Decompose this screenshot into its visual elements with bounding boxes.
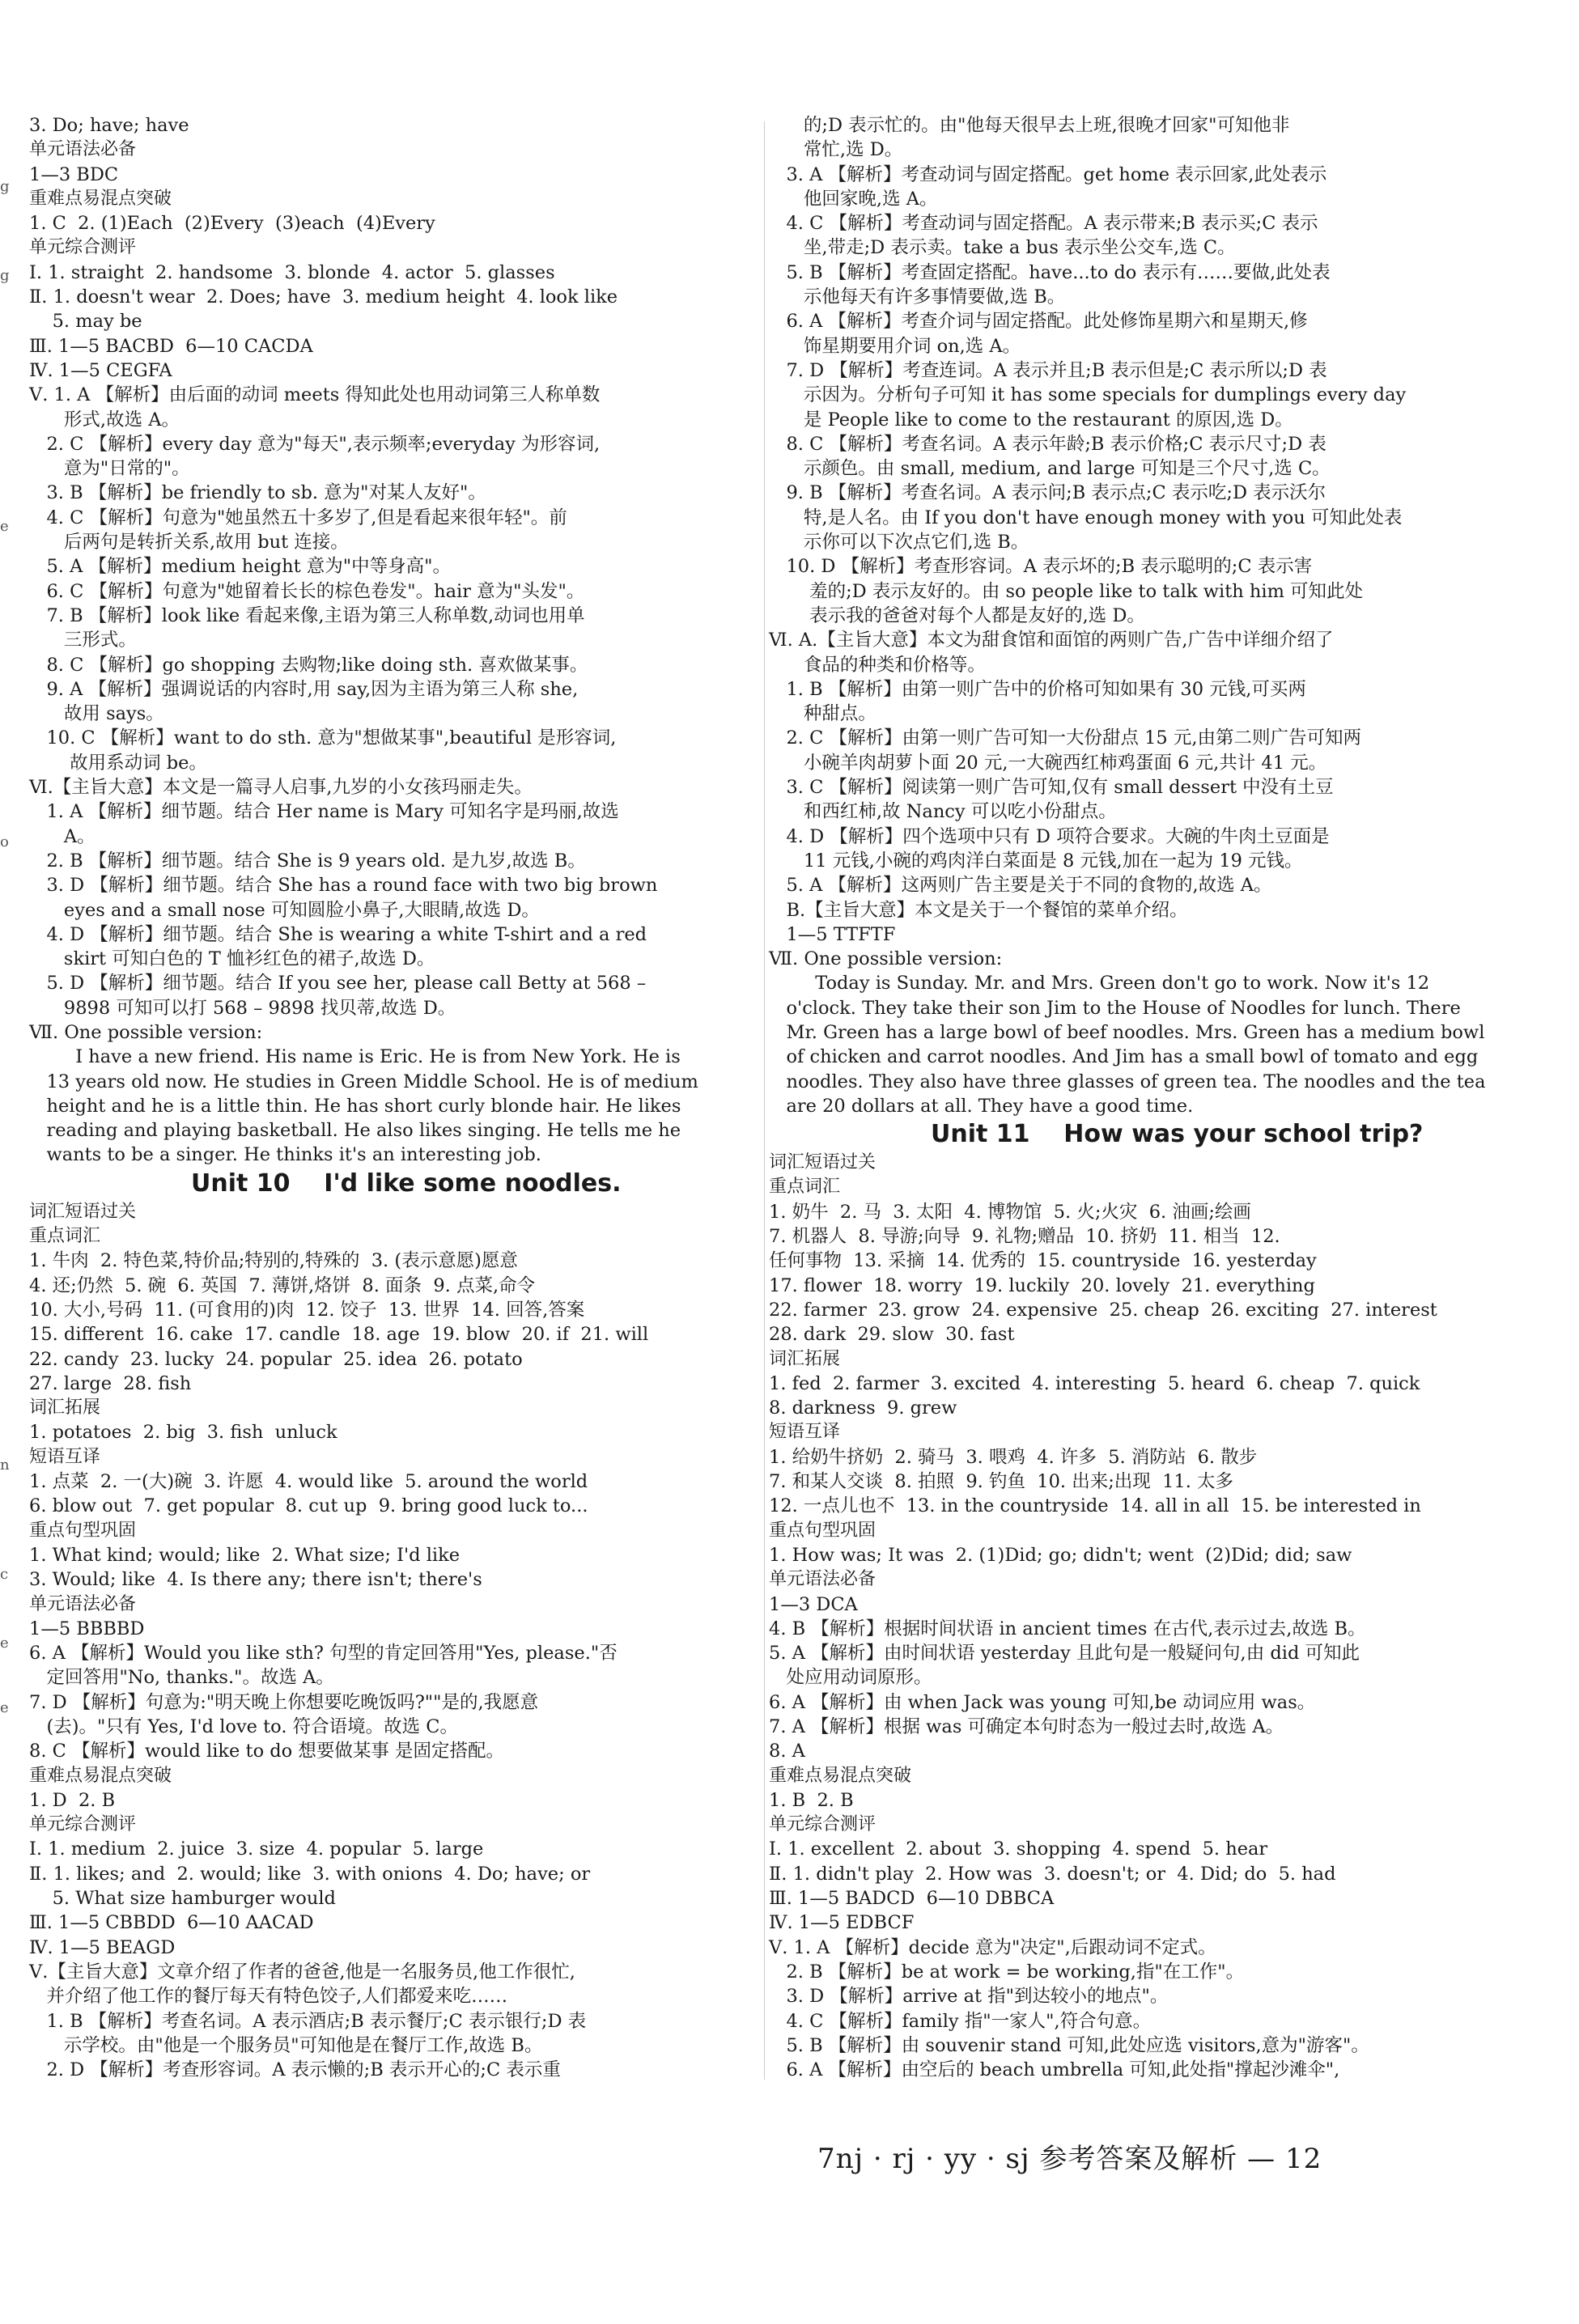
answer-line: Ⅰ. 1. excellent 2. about 3. shopping 4. spend 5. hear bbox=[769, 1838, 1268, 1860]
answer-line: 故用 says。 bbox=[29, 703, 164, 725]
answer-line: Today is Sunday. Mr. and Mrs. Green don't go to work. Now it's 12 bbox=[769, 973, 1430, 994]
answer-line: Ⅵ. A.【主旨大意】本文为甜食馆和面馆的两则广告,广告中详细介绍了 bbox=[769, 630, 1334, 651]
answer-line: 13 years old now. He studies in Green Middle School. He is of medium bbox=[29, 1071, 698, 1092]
answer-line: 示因为。分析句子可知 it has some specials for dumplings every day bbox=[769, 384, 1407, 406]
answer-line: 7. A 【解析】根据 was 可确定本句时态为一般过去时,故选 A。 bbox=[769, 1716, 1284, 1737]
unit-title: Unit 10 I'd like some noodles. bbox=[191, 1168, 622, 1198]
answer-line: (去)。"只有 Yes, I'd love to. 符合语境。故选 C。 bbox=[29, 1716, 458, 1737]
answer-line: B.【主旨大意】本文是关于一个餐馆的菜单介绍。 bbox=[769, 899, 1188, 921]
answer-line: 5. B 【解析】由 souvenir stand 可知,此处应选 visitors,意为"游客"。 bbox=[769, 2034, 1369, 2056]
answer-line: 示颜色。由 small, medium, and large 可知是三个尺寸,选 C。 bbox=[769, 458, 1331, 480]
answer-line: 示他每天有许多事情要做,选 B。 bbox=[769, 286, 1066, 308]
answer-line: 意为"日常的"。 bbox=[29, 458, 190, 480]
answer-line: 常忙,选 D。 bbox=[769, 139, 903, 161]
section-heading: 词汇拓展 bbox=[29, 1397, 101, 1419]
answer-line: 5. A 【解析】这两则广告主要是关于不同的食物的,故选 A。 bbox=[769, 875, 1272, 897]
edge-mark: g bbox=[0, 267, 10, 284]
section-heading: 重点句型巩固 bbox=[769, 1520, 877, 1541]
answer-line: 8. C 【解析】would like to do 想要做某事 是固定搭配。 bbox=[29, 1741, 505, 1762]
section-heading: 重难点易混点突破 bbox=[769, 1765, 912, 1786]
answer-line: 坐,带走;D 表示卖。take a bus 表示坐公交车,选 C。 bbox=[769, 237, 1236, 259]
answer-line: 3. D 【解析】细节题。结合 She has a round face with two big brown bbox=[29, 875, 658, 897]
answer-line: 12. 一点儿也不 13. in the countryside 14. all in all 15. be interested in bbox=[769, 1495, 1421, 1517]
answer-line: 22. farmer 23. grow 24. expensive 25. cheap 26. exciting 27. interest bbox=[769, 1299, 1437, 1321]
answer-line: 7. B 【解析】look like 看起来像,主语为第三人称单数,动词也用单 bbox=[29, 604, 585, 626]
answer-line: 4. C 【解析】考查动词与固定搭配。A 表示带来;B 表示买;C 表示 bbox=[769, 213, 1318, 235]
answer-line: 27. large 28. fish bbox=[29, 1372, 192, 1394]
answer-line: Mr. Green has a large bowl of beef noodles. Mrs. Green has a medium bowl bbox=[769, 1021, 1485, 1043]
answer-line: 和西红柿,故 Nancy 可以吃小份甜点。 bbox=[769, 801, 1117, 823]
answer-line: 10. C 【解析】want to do sth. 意为"想做某事",beautiful 是形容词, bbox=[29, 727, 617, 749]
answer-line: 7. D 【解析】考查连词。A 表示并且;B 表示但是;C 表示所以;D 表 bbox=[769, 359, 1327, 381]
answer-line: 后两句是转折关系,故用 but 连接。 bbox=[29, 532, 349, 553]
answer-line: 食品的种类和价格等。 bbox=[769, 654, 986, 676]
answer-line: 示你可以下次点它们,选 B。 bbox=[769, 532, 1029, 553]
section-heading: 重点词汇 bbox=[769, 1177, 841, 1198]
answer-line: 6. A 【解析】由空后的 beach umbrella 可知,此处指"撑起沙滩伞", bbox=[769, 2059, 1340, 2081]
section-heading: 单元综合测评 bbox=[769, 1814, 877, 1835]
answer-line: 3. A 【解析】考查动词与固定搭配。get home 表示回家,此处表示 bbox=[769, 163, 1327, 185]
answer-line: 示学校。由"他是一个服务员"可知他是在餐厅工作,故选 B。 bbox=[29, 2034, 543, 2056]
answer-line: 7. 和某人交谈 8. 拍照 9. 钓鱼 10. 出来;出现 11. 太多 bbox=[769, 1471, 1234, 1493]
answer-line: Ⅵ.【主旨大意】本文是一篇寻人启事,九岁的小女孩玛丽走失。 bbox=[29, 777, 533, 799]
answer-line: 2. B 【解析】细节题。结合 She is 9 years old. 是九岁,故选 B。 bbox=[29, 850, 586, 872]
section-heading: 重难点易混点突破 bbox=[29, 188, 172, 209]
answer-line: 1—5 TTFTF bbox=[769, 923, 896, 945]
answer-line: 饰星期要用介词 on,选 A。 bbox=[769, 335, 1021, 357]
answer-line: 4. 还;仍然 5. 碗 6. 英国 7. 薄饼,烙饼 8. 面条 9. 点菜,命令 bbox=[29, 1274, 536, 1296]
section-heading: 词汇短语过关 bbox=[769, 1152, 877, 1173]
answer-line: Ⅱ. 1. likes; and 2. would; like 3. with onions 4. Do; have; or bbox=[29, 1863, 591, 1885]
answer-line: Ⅲ. 1—5 BADCD 6—10 DBBCA bbox=[769, 1888, 1055, 1910]
answer-line: 1. What kind; would; like 2. What size; I'd like bbox=[29, 1544, 461, 1566]
answer-line: Ⅳ. 1—5 EDBCF bbox=[769, 1912, 915, 1934]
answer-line: 6. A 【解析】Would you like sth? 句型的肯定回答用"Yes, please."否 bbox=[29, 1643, 618, 1665]
section-heading: 单元语法必备 bbox=[29, 139, 137, 160]
answer-line: 1. 牛肉 2. 特色菜,特价品;特别的,特殊的 3. (表示意愿)愿意 bbox=[29, 1250, 518, 1272]
answer-line: Ⅳ. 1—5 CEGFA bbox=[29, 359, 172, 381]
answer-line: Ⅰ. 1. medium 2. juice 3. size 4. popular 5. large bbox=[29, 1838, 484, 1860]
answer-line: Ⅶ. One possible version: bbox=[29, 1021, 263, 1043]
answer-line: 表示我的爸爸对每个人都是友好的,选 D。 bbox=[769, 604, 1145, 626]
page-footer: 7nj · rj · yy · sj 参考答案及解析 — 12 bbox=[817, 2143, 1322, 2175]
answer-line: 的;D 表示忙的。由"他每天很早去上班,很晚才回家"可知他非 bbox=[769, 115, 1290, 136]
section-heading: 短语互译 bbox=[29, 1446, 101, 1467]
answer-line: 2. C 【解析】every day 意为"每天",表示频率;everyday 为形容词, bbox=[29, 433, 601, 455]
section-heading: 单元综合测评 bbox=[29, 1814, 137, 1835]
answer-line: 7. 机器人 8. 导游;向导 9. 礼物;赠品 10. 挤奶 11. 相当 12. bbox=[769, 1226, 1280, 1248]
answer-line: 4. D 【解析】细节题。结合 She is wearing a white T-shirt and a red bbox=[29, 923, 647, 945]
edge-mark: o bbox=[0, 833, 9, 850]
answer-line: Ⅱ. 1. didn't play 2. How was 3. doesn't; or 4. Did; do 5. had bbox=[769, 1863, 1336, 1885]
answer-line: 6. blow out 7. get popular 8. cut up 9. bring good luck to... bbox=[29, 1495, 588, 1517]
right-column bbox=[769, 113, 1493, 2082]
answer-line: 2. B 【解析】be at work = be working,指"在工作"。 bbox=[769, 1961, 1245, 1983]
answer-line: 3. Do; have; have bbox=[29, 115, 189, 136]
section-heading: 单元综合测评 bbox=[29, 237, 137, 258]
answer-line: 6. C 【解析】句意为"她留着长长的棕色卷发"。hair 意为"头发"。 bbox=[29, 580, 585, 602]
answer-line: wants to be a singer. He thinks it's an interesting job. bbox=[29, 1144, 541, 1166]
answer-line: I have a new friend. His name is Eric. He is from New York. He is bbox=[29, 1046, 681, 1068]
answer-line: 3. C 【解析】阅读第一则广告可知,仅有 small dessert 中没有土豆 bbox=[769, 777, 1334, 799]
unit-title: Unit 11 How was your school trip? bbox=[931, 1120, 1424, 1149]
answer-line: 3. Would; like 4. Is there any; there isn't; there's bbox=[29, 1569, 482, 1591]
answer-line: 1. C 2. (1)Each (2)Every (3)each (4)Every bbox=[29, 213, 435, 235]
answer-line: 17. flower 18. worry 19. luckily 20. lovely 21. everything bbox=[769, 1274, 1315, 1296]
answer-line: 10. 大小,号码 11. (可食用的)肉 12. 饺子 13. 世界 14. 回答,答案 bbox=[29, 1299, 585, 1321]
answer-line: skirt 可知白色的 T 恤衫红色的裙子,故选 D。 bbox=[29, 948, 435, 970]
answer-line: Ⅴ. 1. A 【解析】由后面的动词 meets 得知此处也用动词第三人称单数 bbox=[29, 384, 601, 406]
answer-line: noodles. They also have three glasses of green tea. The noodles and the tea bbox=[769, 1071, 1486, 1092]
answer-line: 8. darkness 9. grew bbox=[769, 1397, 957, 1419]
answer-line: 4. C 【解析】句意为"她虽然五十多岁了,但是看起来很年轻"。前 bbox=[29, 507, 567, 528]
section-heading: 单元语法必备 bbox=[769, 1569, 877, 1590]
section-heading: 重点句型巩固 bbox=[29, 1520, 137, 1541]
answer-line: 羞的;D 表示友好的。由 so people like to talk with him 可知此处 bbox=[769, 580, 1364, 602]
answer-line: height and he is a little thin. He has short curly blonde hair. He likes bbox=[29, 1095, 681, 1117]
answer-line: 3. D 【解析】arrive at 指"到达较小的地点"。 bbox=[769, 1986, 1169, 2008]
answer-line: 11 元钱,小碗的鸡肉洋白菜面是 8 元钱,加在一起为 19 元钱。 bbox=[769, 850, 1303, 872]
answer-line: 1. B 2. B bbox=[769, 1789, 854, 1811]
answer-line: 4. B 【解析】根据时间状语 in ancient times 在古代,表示过去,故选 B。 bbox=[769, 1618, 1366, 1639]
answer-line: 1. B 【解析】考查名词。A 表示酒店;B 表示餐厅;C 表示银行;D 表 bbox=[29, 2010, 587, 2032]
answer-line: are 20 dollars at all. They have a good time. bbox=[769, 1095, 1194, 1117]
answer-line: 5. What size hamburger would bbox=[29, 1888, 336, 1910]
answer-line: 5. A 【解析】由时间状语 yesterday 且此句是一般疑问句,由 did 可知此 bbox=[769, 1643, 1360, 1665]
answer-line: 1. D 2. B bbox=[29, 1789, 116, 1811]
answer-line: 2. C 【解析】由第一则广告可知一大份甜点 15 元,由第二则广告可知两 bbox=[769, 727, 1362, 749]
answer-line: 3. B 【解析】be friendly to sb. 意为"对某人友好"。 bbox=[29, 482, 486, 504]
section-heading: 词汇短语过关 bbox=[29, 1201, 137, 1222]
answer-line: 1. A 【解析】细节题。结合 Her name is Mary 可知名字是玛丽,故选 bbox=[29, 801, 619, 823]
answer-line: 8. C 【解析】考查名词。A 表示年龄;B 表示价格;C 表示尺寸;D 表 bbox=[769, 433, 1326, 455]
answer-line: Ⅱ. 1. doesn't wear 2. Does; have 3. medium height 4. look like bbox=[29, 286, 618, 308]
answer-line: eyes and a small nose 可知圆脸小鼻子,大眼睛,故选 D。 bbox=[29, 899, 540, 921]
answer-line: Ⅳ. 1—5 BEAGD bbox=[29, 1936, 176, 1958]
answer-line: Ⅶ. One possible version: bbox=[769, 948, 1003, 970]
answer-line: 9. A 【解析】强调说话的内容时,用 say,因为主语为第三人称 she, bbox=[29, 678, 579, 700]
column-divider bbox=[764, 121, 765, 2080]
answer-line: 9. B 【解析】考查名词。A 表示问;B 表示点;C 表示吃;D 表示沃尔 bbox=[769, 482, 1326, 504]
answer-line: 5. A 【解析】medium height 意为"中等身高"。 bbox=[29, 556, 451, 578]
answer-line: 2. D 【解析】考查形容词。A 表示懒的;B 表示开心的;C 表示重 bbox=[29, 2059, 561, 2081]
answer-line: 6. A 【解析】考查介词与固定搭配。此处修饰星期六和星期天,修 bbox=[769, 311, 1308, 333]
answer-line: 并介绍了他工作的餐厅每天有特色饺子,人们都爱来吃…… bbox=[29, 1986, 508, 2008]
answer-line: 种甜点。 bbox=[769, 703, 877, 725]
section-heading: 单元语法必备 bbox=[29, 1593, 137, 1614]
answer-line: 8. A bbox=[769, 1741, 805, 1762]
answer-line: 任何事物 13. 采摘 14. 优秀的 15. countryside 16. yesterday bbox=[769, 1250, 1317, 1272]
answer-line: Ⅲ. 1—5 BACBD 6—10 CACDA bbox=[29, 335, 313, 357]
answer-line: 故用系动词 be。 bbox=[29, 752, 207, 774]
section-heading: 重难点易混点突破 bbox=[29, 1765, 172, 1786]
answer-line: 15. different 16. cake 17. candle 18. age 19. blow 20. if 21. will bbox=[29, 1324, 649, 1346]
answer-line: of chicken and carrot noodles. And Jim has a small bowl of tomato and egg bbox=[769, 1046, 1479, 1068]
answer-line: reading and playing basketball. He also likes singing. He tells me he bbox=[29, 1120, 681, 1142]
answer-line: 1. 给奶牛挤奶 2. 骑马 3. 喂鸡 4. 许多 5. 消防站 6. 散步 bbox=[769, 1446, 1258, 1468]
answer-line: 1—5 BBBBD bbox=[29, 1618, 145, 1639]
answer-line: 是 People like to come to the restaurant 的原因,选 D。 bbox=[769, 409, 1293, 430]
answer-line: 1. fed 2. farmer 3. excited 4. interesting 5. heard 6. cheap 7. quick bbox=[769, 1372, 1420, 1394]
answer-line: 5. may be bbox=[29, 311, 142, 333]
answer-line: Ⅰ. 1. straight 2. handsome 3. blonde 4. actor 5. glasses bbox=[29, 261, 555, 283]
left-column bbox=[29, 113, 762, 2082]
answer-line: A。 bbox=[29, 825, 96, 847]
answer-line: 5. D 【解析】细节题。结合 If you see her, please call Betty at 568 – bbox=[29, 973, 647, 994]
answer-line: o'clock. They take their son Jim to the House of Noodles for lunch. There bbox=[769, 997, 1461, 1019]
answer-line: 9898 可知可以打 568 – 9898 找贝蒂,故选 D。 bbox=[29, 997, 456, 1019]
edge-mark: c bbox=[0, 1566, 9, 1583]
answer-line: 1. B 【解析】由第一则广告中的价格可知如果有 30 元钱,可买两 bbox=[769, 678, 1306, 700]
answer-line: 处应用动词原形。 bbox=[769, 1667, 932, 1689]
answer-line: 他回家晚,选 A。 bbox=[769, 188, 938, 210]
answer-line: 6. A 【解析】由 when Jack was young 可知,be 动词应用 was。 bbox=[769, 1691, 1316, 1713]
answer-line: 28. dark 29. slow 30. fast bbox=[769, 1324, 1015, 1346]
edge-mark: g bbox=[0, 178, 10, 195]
answer-line: 1. potatoes 2. big 3. fish unluck bbox=[29, 1422, 337, 1444]
edge-mark: e bbox=[0, 1635, 9, 1652]
answer-line: 1—3 DCA bbox=[769, 1593, 858, 1615]
answer-line: 1. How was; It was 2. (1)Did; go; didn't; went (2)Did; did; saw bbox=[769, 1544, 1352, 1566]
answer-line: 1—3 BDC bbox=[29, 163, 119, 185]
answer-line: 5. B 【解析】考查固定搭配。have...to do 表示有……要做,此处表 bbox=[769, 261, 1331, 283]
answer-line: 4. D 【解析】四个选项中只有 D 项符合要求。大碗的牛肉土豆面是 bbox=[769, 825, 1330, 847]
answer-line: 22. candy 23. lucky 24. popular 25. idea 26. potato bbox=[29, 1348, 523, 1370]
answer-line: 1. 奶牛 2. 马 3. 太阳 4. 博物馆 5. 火;火灾 6. 油画;绘画 bbox=[769, 1201, 1251, 1223]
answer-line: 小碗羊肉胡萝卜面 20 元,一大碗西红柿鸡蛋面 6 元,共计 41 元。 bbox=[769, 752, 1327, 774]
answer-line: 10. D 【解析】考查形容词。A 表示坏的;B 表示聪明的;C 表示害 bbox=[769, 556, 1313, 578]
answer-line: 特,是人名。由 If you don't have enough money with you 可知此处表 bbox=[769, 507, 1403, 528]
section-heading: 短语互译 bbox=[769, 1422, 841, 1443]
answer-line: 三形式。 bbox=[29, 630, 137, 651]
binding-edge-marks bbox=[0, 0, 11, 2324]
answer-line: Ⅲ. 1—5 CBBDD 6—10 AACAD bbox=[29, 1912, 314, 1934]
edge-mark: n bbox=[0, 1457, 10, 1474]
answer-line: Ⅴ.【主旨大意】文章介绍了作者的爸爸,他是一名服务员,他工作很忙, bbox=[29, 1961, 575, 1983]
section-heading: 词汇拓展 bbox=[769, 1348, 841, 1369]
section-heading: 重点词汇 bbox=[29, 1226, 101, 1247]
answer-line: 4. C 【解析】family 指"一家人",符合句意。 bbox=[769, 2010, 1152, 2032]
answer-line: 7. D 【解析】句意为:"明天晚上你想要吃晚饭吗?""是的,我愿意 bbox=[29, 1691, 539, 1713]
answer-line: Ⅴ. 1. A 【解析】decide 意为"决定",后跟动词不定式。 bbox=[769, 1936, 1216, 1958]
edge-mark: e bbox=[0, 518, 9, 535]
answer-line: 形式,故选 A。 bbox=[29, 409, 180, 430]
answer-line: 定回答用"No, thanks."。故选 A。 bbox=[29, 1667, 334, 1689]
answer-line: 1. 点菜 2. 一(大)碗 3. 许愿 4. would like 5. around the world bbox=[29, 1471, 588, 1493]
answer-line: 8. C 【解析】go shopping 去购物;like doing sth. 喜欢做某事。 bbox=[29, 654, 588, 676]
edge-mark: e bbox=[0, 1699, 9, 1716]
